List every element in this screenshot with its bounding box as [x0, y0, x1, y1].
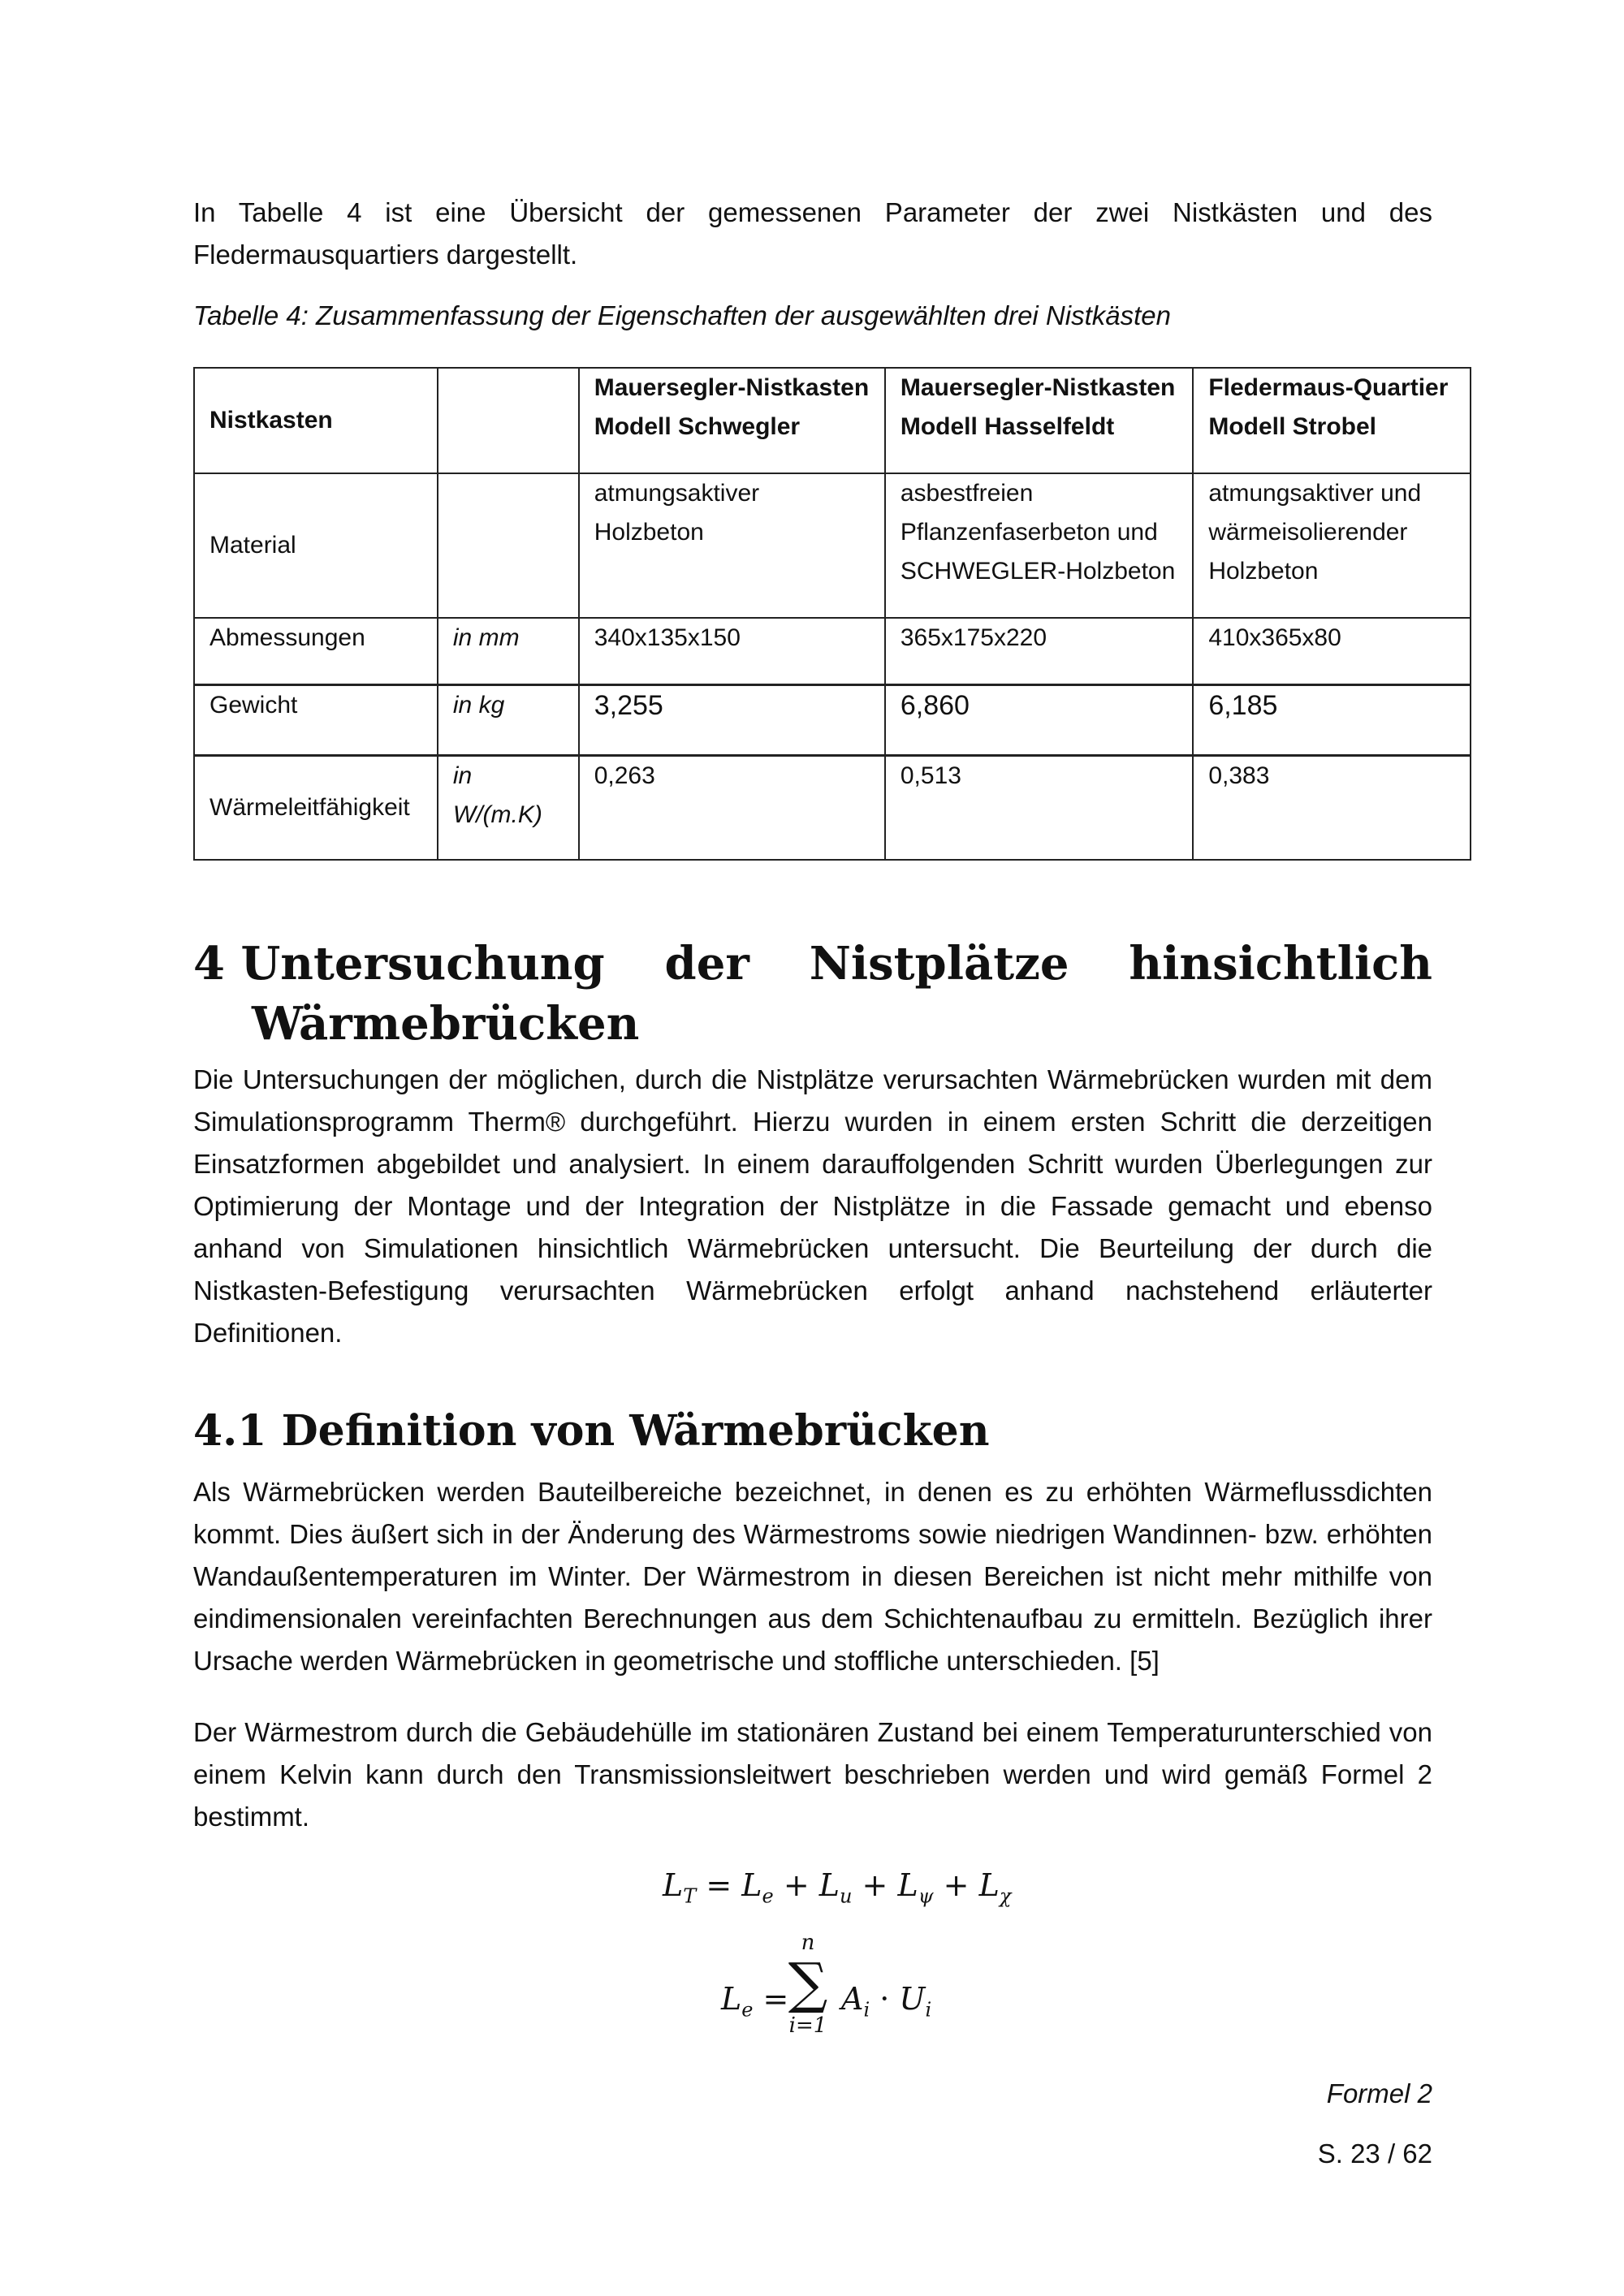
header-col2-cell: [885, 368, 1193, 473]
table-caption: Tabelle 4: Zusammenfassung der Eigenschaften der ausgewählten drei Nistkästen: [193, 300, 1171, 330]
material-col2-cell: [885, 473, 1193, 618]
material-col2-line3: SCHWEGLER-Holzbeton: [900, 558, 1176, 585]
intro-paragraph: In Tabelle 4 ist eine Übersicht der gemessenen Parameter der zwei Nistkästen und des Fledermausquartiers dargestellt.: [193, 197, 1432, 270]
formula-line-2-left: [721, 1981, 788, 2022]
material-col2-line2: Pflanzenfaserbeton und: [900, 519, 1158, 546]
formula-term-u-sub: i: [925, 1998, 932, 2022]
properties-table: [193, 367, 1471, 861]
header-label-cell: Nistkasten: [194, 368, 438, 473]
section-4-number: 4: [193, 937, 225, 990]
formula-sum-symbol: ∑: [788, 1952, 828, 2016]
section-4-1-paragraph-2: Der Wärmestrom durch die Gebäudehülle im stationären Zustand bei einem Temperaturunterschied von einem Kelvin kann durch den Transmissionsleitwert beschrieben werden und wird gemäß Formel 2 bestimmt.: [193, 1717, 1432, 1832]
formula-sum: [780, 1931, 836, 2038]
abmessungen-unit-cell: in mm: [438, 618, 579, 685]
formula-sum-upper: n: [801, 1931, 815, 1955]
page-number: S. 23 / 62: [1317, 2138, 1432, 2169]
formula-term-a-sub: i: [863, 1998, 870, 2022]
waermeleitfaehigkeit-unit-cell: [438, 756, 579, 861]
formula-le: L: [741, 1867, 762, 1903]
formula-le-2: L: [721, 1981, 742, 2017]
formula-lu: L: [818, 1867, 840, 1903]
section-4-1-paragraph-1: Als Wärmebrücken werden Bauteilbereiche bezeichnet, in denen es zu erhöhten Wärmeflussdichten kommt. Dies äußert sich in der Änderung des Wärmestroms sowie niedrigen Wandinnen- bzw. erhöhten Wandaußentemperaturen im Winter. Der Wärmestrom in diesen Bereichen ist nicht mehr mithilfe von eindimensionalen vereinfachten Berechnungen aus dem Schichtenaufbau zu ermitteln. Bezüglich ihrer Ursache werden Wärmebrücken in geometrische und stoffliche unterschieden. [5]: [193, 1477, 1432, 1676]
formula-line-2-right: [841, 1981, 931, 2022]
material-col2-line1: asbestfreien: [900, 480, 1034, 507]
waermeleitfaehigkeit-label-cell: Wärmeleitfähigkeit: [194, 756, 438, 861]
section-4-number-and-word1: [193, 934, 605, 994]
table-row-waermeleitfaehigkeit: [194, 756, 1471, 861]
abmessungen-col2-cell: 365x175x220: [885, 618, 1193, 685]
section-4-heading-line1: [193, 934, 1432, 994]
formula-lpsi: L: [897, 1867, 918, 1903]
gewicht-label-cell: Gewicht: [194, 685, 438, 756]
formula-line-1: [663, 1867, 1011, 1908]
header-col1-cell: [579, 368, 885, 473]
material-col3-cell: [1193, 473, 1471, 618]
gewicht-col2-cell: 6,860: [885, 685, 1193, 756]
material-col1-line1: atmungsaktiver: [594, 480, 760, 507]
section-4-paragraph: Die Untersuchungen der möglichen, durch die Nistplätze verursachten Wärmebrücken wurden mit dem Simulationsprogramm Therm® durchgeführt. Hierzu wurden in einem ersten Schritt die derzeitigen Einsatzformen abgebildet und analysiert. In einem darauffolgenden Schritt wurden Überlegungen zur Optimierung der Montage und der Integration der Nistplätze in die Fassade gemacht und ebenso anhand von Simulationen hinsichtlich Wärmebrücken untersucht. Die Beurteilung der durch die Nistkasten-Befestigung verursachten Wärmebrücken erfolgt anhand nachstehend erläuterter Definitionen.: [193, 1064, 1432, 1348]
formula-plus-1: +: [783, 1867, 810, 1903]
section-4-word3: Nistplätze: [809, 937, 1069, 990]
gewicht-col3-cell: 6,185: [1193, 685, 1471, 756]
material-col3-line1: atmungsaktiver und: [1208, 480, 1422, 507]
waermeleitfaehigkeit-col2-cell: 0,513: [885, 756, 1193, 861]
material-unit-cell: [438, 473, 579, 618]
abmessungen-col1-cell: 340x135x150: [579, 618, 885, 685]
formula-lchi-sub: χ: [999, 1884, 1012, 1908]
formula-le-2-sub: e: [741, 1998, 754, 2022]
material-col1-cell: [579, 473, 885, 618]
material-col3-line2: wärmeisolierender: [1208, 519, 1408, 546]
gewicht-unit-cell: in kg: [438, 685, 579, 756]
table-row-abmessungen: [194, 618, 1471, 685]
formula-plus-3: +: [943, 1867, 970, 1903]
formula-lchi: L: [978, 1867, 1000, 1903]
table-row-gewicht: [194, 685, 1471, 756]
abmessungen-col3-cell: 410x365x80: [1193, 618, 1471, 685]
abmessungen-label-cell: Abmessungen: [194, 618, 438, 685]
formula-eq-1: =: [706, 1867, 732, 1903]
formula-label: Formel 2: [1326, 2078, 1432, 2108]
formula-lt: L: [663, 1867, 684, 1903]
formula-plus-2: +: [862, 1867, 888, 1903]
formula-term-a: A: [841, 1981, 864, 2017]
formula-le-sub: e: [762, 1884, 774, 1908]
formula-lpsi-sub: ψ: [918, 1884, 934, 1908]
header-col3-cell: [1193, 368, 1471, 473]
formula-dot: ·: [879, 1981, 890, 2017]
gewicht-col1-cell: 3,255: [579, 685, 885, 756]
formula-lt-sub: T: [683, 1884, 697, 1908]
header-col1-line1: Mauersegler-Nistkasten: [594, 374, 870, 401]
material-label-cell: Material: [194, 473, 438, 618]
table-header-row: [194, 368, 1471, 473]
formula-eq-2: =: [762, 1981, 789, 2017]
section-4-heading: [193, 934, 1432, 1054]
section-4-1-heading: 4.1 Definition von Wärmebrücken: [193, 1406, 990, 1456]
section-4-word2: der: [664, 937, 749, 990]
section-4-heading-line2: Wärmebrücken: [252, 997, 640, 1051]
header-col1-line2: Modell Schwegler: [594, 413, 801, 440]
formula-sum-lower: i=1: [788, 2013, 827, 2038]
header-unit-cell: [438, 368, 579, 473]
header-col3-line1: Fledermaus-Quartier: [1208, 374, 1449, 401]
formula-term-u: U: [899, 1981, 926, 2017]
section-4-word1: Untersuchung: [240, 937, 605, 990]
waermeleitfaehigkeit-col3-cell: 0,383: [1193, 756, 1471, 861]
waermeleitfaehigkeit-unit-line2: W/(m.K): [452, 801, 542, 828]
waermeleitfaehigkeit-unit-line1: in: [452, 762, 473, 789]
formula-lu-sub: u: [839, 1884, 853, 1908]
header-col2-line1: Mauersegler-Nistkasten: [900, 374, 1176, 401]
section-4-word4: hinsichtlich: [1129, 937, 1432, 990]
material-col1-line2: Holzbeton: [594, 519, 704, 546]
table-row-material: [194, 473, 1471, 618]
waermeleitfaehigkeit-col1-cell: 0,263: [579, 756, 885, 861]
header-col2-line2: Modell Hasselfeldt: [900, 413, 1115, 440]
header-col3-line2: Modell Strobel: [1208, 413, 1377, 440]
material-col3-line3: Holzbeton: [1208, 558, 1319, 585]
